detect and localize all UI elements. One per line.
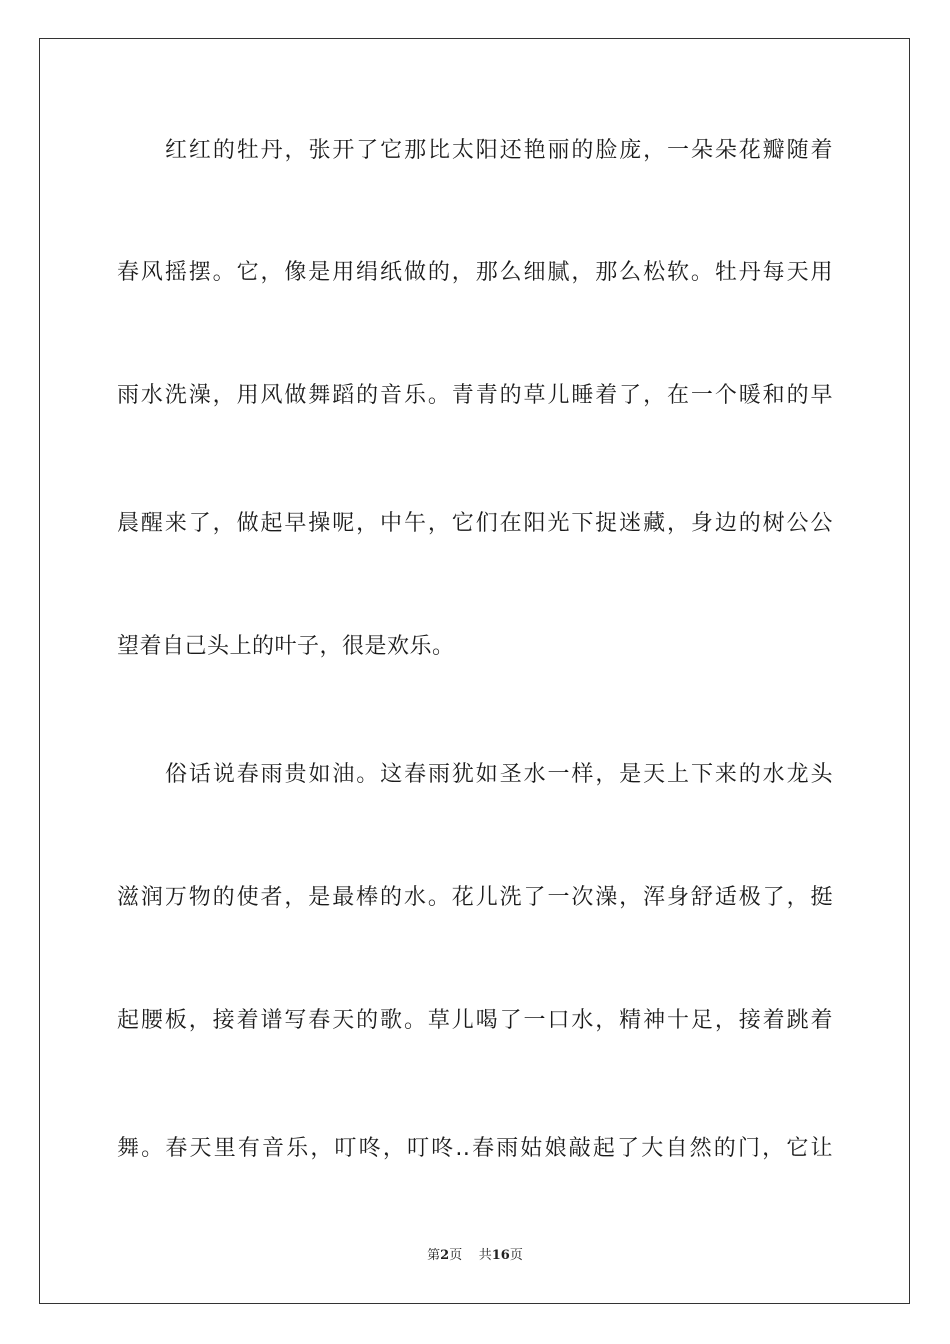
- page-prefix: 第: [427, 1248, 441, 1263]
- paragraph-2-line-3: 起腰板，接着谱写春天的歌。草儿喝了一口水，精神十足，接着跳着: [117, 1008, 833, 1033]
- page-suffix: 页: [449, 1248, 463, 1263]
- total-suffix: 页: [509, 1248, 523, 1263]
- paragraph-1-line-5: 望着自己头上的叶子，很是欢乐。: [117, 634, 455, 659]
- page-number: 2: [440, 1248, 450, 1263]
- paragraph-1-line-1: 红红的牡丹，张开了它那比太阳还艳丽的脸庞，一朵朵花瓣随着: [165, 138, 833, 163]
- paragraph-1-line-2: 春风摇摆。它，像是用绢纸做的，那么细腻，那么松软。牡丹每天用: [117, 260, 833, 285]
- paragraph-1-line-4: 晨醒来了，做起早操呢，中午，它们在阳光下捉迷藏，身边的树公公: [117, 511, 833, 536]
- paragraph-1-line-3: 雨水洗澡，用风做舞蹈的音乐。青青的草儿睡着了，在一个暖和的早: [117, 383, 833, 408]
- total-pages: 16: [491, 1248, 510, 1263]
- page-border: [39, 38, 910, 1304]
- page-footer: [0, 1247, 950, 1265]
- paragraph-2-line-4: 舞。春天里有音乐，叮咚，叮咚..春雨姑娘敲起了大自然的门，它让: [117, 1136, 833, 1161]
- paragraph-2-line-2: 滋润万物的使者，是最棒的水。花儿洗了一次澡，浑身舒适极了，挺: [117, 885, 833, 910]
- paragraph-2-line-1: 俗话说春雨贵如油。这春雨犹如圣水一样，是天上下来的水龙头: [165, 762, 833, 787]
- total-prefix: 共: [478, 1248, 492, 1263]
